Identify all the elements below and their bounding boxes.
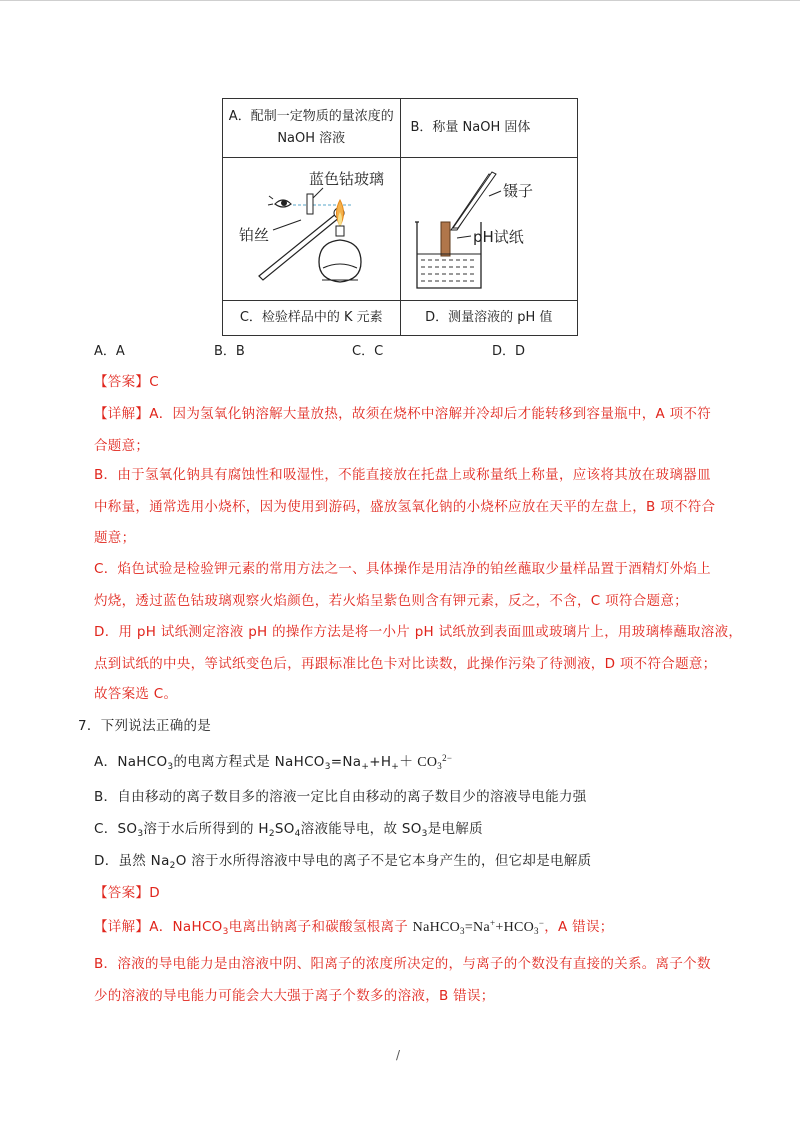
- q6-detail-line: 合题意；: [94, 438, 150, 454]
- page-footer-mark: /: [396, 1048, 401, 1062]
- cell-a-line1: A．配制一定物质的量浓度的: [228, 109, 394, 124]
- q6-choices: [94, 340, 694, 360]
- ionization-formula: $NaHCO_3=Na^++HCO_3^-$: [412, 918, 545, 936]
- q7-option-b[interactable]: B．自由移动的离子数目多的溶液一定比自由移动的离子数目少的溶液导电能力强: [94, 789, 587, 805]
- choice-d[interactable]: D．D: [492, 344, 526, 359]
- ph-paper-label: pH试纸: [472, 228, 524, 246]
- q6-detail-line: C．焰色试验是检验钾元素的常用方法之一、具体操作是用洁净的铂丝蘸取少量样品置于酒精灯外焰上: [94, 561, 711, 577]
- ph-paper-strip: [441, 222, 450, 256]
- alcohol-lamp-body: [319, 240, 361, 282]
- q6-answer: 【答案】C: [94, 374, 159, 390]
- q6-detail-line: 题意；: [94, 530, 136, 546]
- cell-option-a: [223, 99, 401, 158]
- q7-detail-b-cont: 少的溶液的导电能力可能会大大强于离子个数多的溶液，B 错误；: [94, 988, 495, 1004]
- q7-option-c[interactable]: C．$SO_3$溶于水后所得到的 $H_2SO_4$溶液能导电，故 $SO_3$是电解质: [94, 821, 483, 839]
- q7-option-a[interactable]: A．NaHCO$_3$的电离方程式是 $NaHCO_3=Na_++H_++ CO_3^{2-}$: [94, 753, 453, 772]
- tweezer-label: 镊子: [502, 182, 533, 200]
- q6-detail-line: 灼烧，透过蓝色钴玻璃观察火焰颜色，若火焰呈紫色则含有钾元素，反之，不含，C 项符合题意；: [94, 593, 688, 609]
- q6-detail-line: B．由于氢氧化钠具有腐蚀性和吸湿性，不能直接放在托盘上或称量纸上称量，应该将其放在玻璃器皿: [94, 467, 711, 483]
- q7-stem: 7．下列说法正确的是: [78, 718, 212, 734]
- cell-option-c: C．检验样品中的 K 元素: [223, 301, 401, 336]
- options-table: [222, 98, 578, 336]
- lamp-wick-holder: [336, 226, 344, 236]
- page-top-border: [0, 0, 800, 1]
- ph-test-figure: [401, 158, 578, 300]
- choice-a[interactable]: A．A: [94, 344, 125, 359]
- q7-option-d[interactable]: D．虽然 $Na_2O$ 溶于水所得溶液中导电的离子不是它本身产生的，但它却是电解质: [94, 853, 592, 871]
- tweezer-arm-right: [453, 172, 496, 228]
- q6-detail-line: D．用 pH 试纸测定溶液 pH 的操作方法是将一小片 pH 试纸放到表面皿或玻璃片上，用玻璃棒蘸取溶液，: [94, 624, 743, 640]
- glass-leader-line: [313, 188, 323, 198]
- flame-test-figure: [223, 158, 400, 300]
- cell-a-line2: NaOH 溶液: [277, 131, 346, 146]
- cell-figure-c: [223, 158, 401, 301]
- tweezer-leader-line: [489, 191, 501, 196]
- paper-leader-line: [457, 236, 471, 238]
- q6-detail-line: 中称量，通常选用小烧杯，因为使用到游码，盛放氢氧化钠的小烧杯应放在天平的左盘上，B 项不符合: [94, 499, 716, 515]
- q6-detail-line: 点到试纸的中央，等试纸变色后，再跟标准比色卡对比读数，此操作污染了待测液，D 项不符合题意；: [94, 656, 717, 672]
- q7-detail-b: B．溶液的导电能力是由溶液中阴、阳离子的浓度所决定的，与离子的个数没有直接的关系。离子个数: [94, 956, 711, 972]
- wire-leader-line: [273, 220, 301, 230]
- choice-b[interactable]: B．B: [214, 344, 245, 359]
- choice-c[interactable]: C．C: [352, 344, 384, 359]
- eye-lash: [269, 196, 273, 199]
- q6-detail-line: 【详解】A．因为氢氧化钠溶解大量放热，故须在烧杯中溶解并冷却后才能转移到容量瓶中，A 项不符: [94, 406, 712, 422]
- eye-pupil: [281, 200, 287, 206]
- cell-option-d: D．测量溶液的 pH 值: [400, 301, 578, 336]
- cell-option-b: B．称量 NaOH 固体: [400, 99, 578, 158]
- q7-detail-a: 【详解】A．NaHCO$_3$电离出钠离子和碳酸氢根离子 $NaHCO_3=Na^++HCO_3^-$，A 错误；: [94, 918, 614, 937]
- cobalt-glass-label: 蓝色钴玻璃: [309, 170, 385, 188]
- platinum-wire-label: 铂丝: [239, 226, 270, 244]
- cell-figure-d: [400, 158, 578, 301]
- q6-detail-line: 故答案选 C。: [94, 686, 178, 702]
- q7-answer: 【答案】D: [94, 885, 160, 901]
- cobalt-glass-plate: [307, 194, 313, 214]
